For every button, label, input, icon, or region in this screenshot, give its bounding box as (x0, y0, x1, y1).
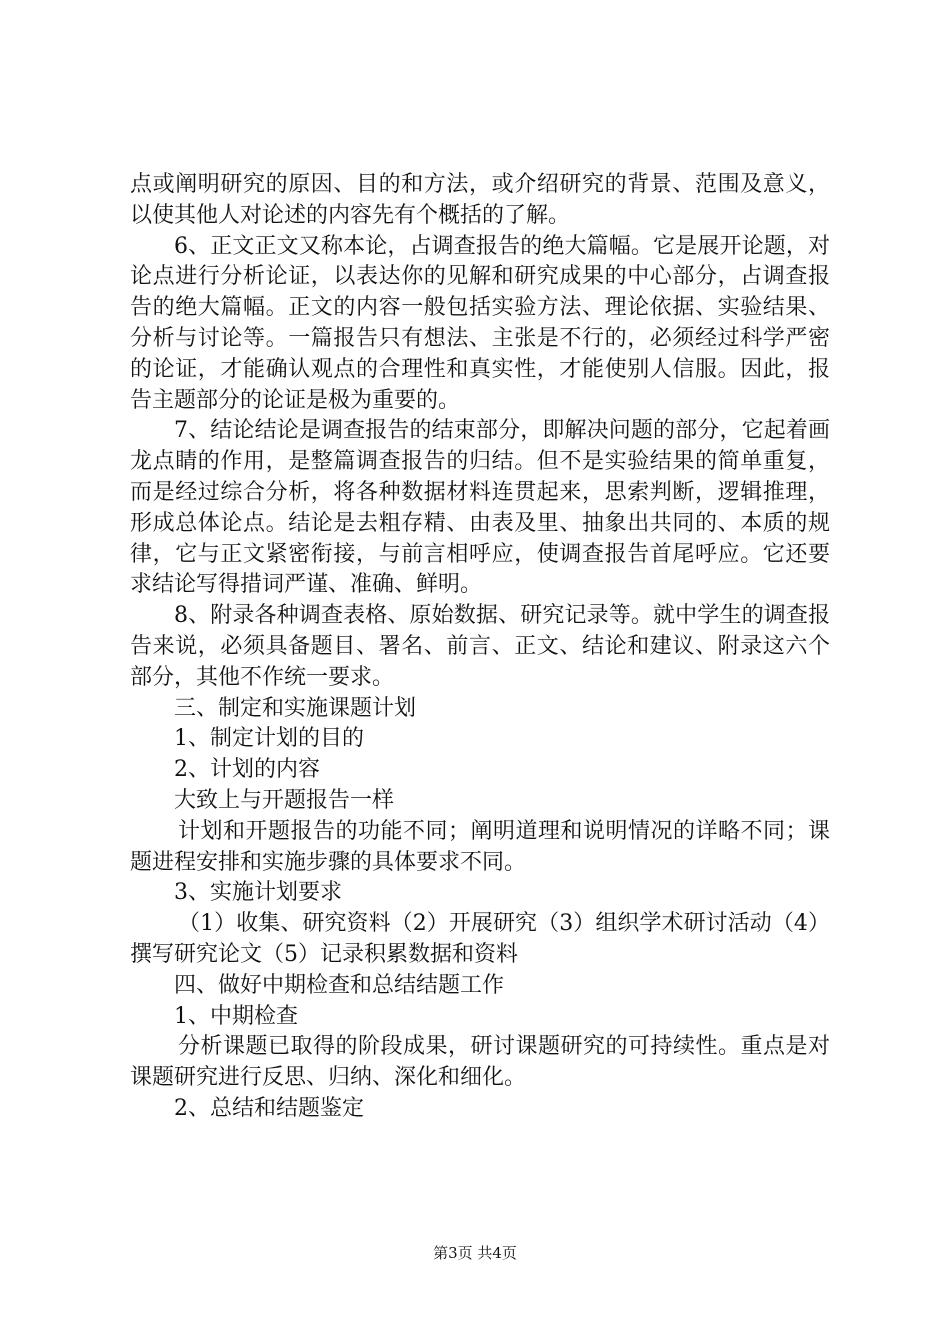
section-heading-review: 四、做好中期检查和总结结题工作 (174, 972, 505, 998)
subheading-midterm-check: 1、中期检查 (174, 1003, 298, 1029)
paragraph-appendix: 8、附录各种调查表格、原始数据、研究记录等。就中学生的调查报告来说，必须具备题目、署名、前言、正文、结论和建议、附录这六个部分，其他不作统一要求。 (130, 603, 830, 690)
document-body (130, 170, 830, 1125)
paragraph-midterm-check: 分析课题已取得的阶段成果，研讨课题研究的可持续性。重点是对课题研究进行反思、归纳、深化和细化。 (130, 1034, 830, 1091)
paragraph-plan-steps: （1）收集、研究资料（2）开展研究（3）组织学术研讨活动（4）撰写研究论文（5）记录积累数据和资料 (130, 911, 830, 967)
paragraph-plan-similar: 大致上与开题报告一样 (174, 787, 395, 813)
subheading-plan-purpose: 1、制定计划的目的 (174, 726, 364, 752)
subheading-plan-requirements: 3、实施计划要求 (174, 880, 342, 906)
section-heading-plan: 三、制定和实施课题计划 (174, 695, 417, 721)
paragraph-intro-continued: 点或阐明研究的原因、目的和方法，或介绍研究的背景、范围及意义，以使其他人对论述的内容先有个概括的了解。 (130, 172, 830, 228)
paragraph-plan-differences: 计划和开题报告的功能不同；阐明道理和说明情况的详略不同；课题进程安排和实施步骤的具体要求不同。 (130, 818, 830, 875)
subheading-plan-content: 2、计划的内容 (174, 757, 320, 783)
page-footer: 第3页 共4页 (433, 1244, 517, 1262)
paragraph-conclusion: 7、结论结论是调查报告的结束部分，即解决问题的部分，它起着画龙点睛的作用，是整篇调查报告的归结。但不是实验结果的简单重复，而是经过综合分析，将各种数据材料连贯起来，思索判断，逻辑推理，形成总体论点。结论是去粗存精、由表及里、抽象出共同的、本质的规律，它与正文紧密衔接，与前言相呼应，使调查报告首尾呼应。它还要求结论写得措词严谨、准确、鲜明。 (130, 418, 830, 598)
subheading-final-review: 2、总结和结题鉴定 (174, 1095, 364, 1121)
paragraph-main-text: 6、正文正文又称本论，占调查报告的绝大篇幅。它是展开论题，对论点进行分析论证，以表达你的见解和研究成果的中心部分，占调查报告的绝大篇幅。正文的内容一般包括实验方法、理论依据、实验结果、分析与讨论等。一篇报告只有想法、主张是不行的，必须经过科学严密的论证，才能确认观点的合理性和真实性，才能使别人信服。因此，报告主题部分的论证是极为重要的。 (130, 233, 830, 413)
